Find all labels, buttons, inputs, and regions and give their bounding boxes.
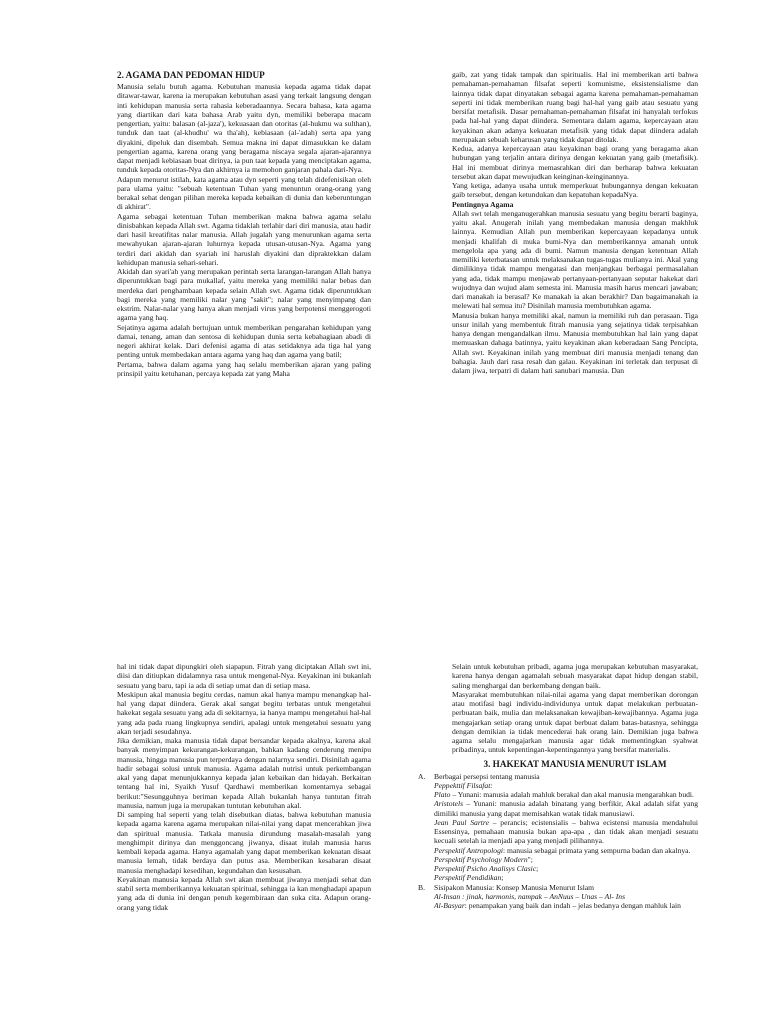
list-item: Al-Basyar: penampakan yang baik dan indah – jelas bedanya dengan mahluk lain <box>434 901 681 910</box>
paragraph: Manusia selalu butuh agama. Kebutuhan manusia kepada agama tidak dapat ditawar-tawar, karena ia merupakan kebutuhan asasi yang terkait langsung dengan inti kehidupan manusia serta rahasia keberadaannya. Secara bahasa, kata agama yang diartikan dari kata bahasa Arab yaitu dyn, memiliki beberapa macam pengertian, yaitu: balasan (al-jaza'), kekuasaan dan otoritas (al-hukmu wa sulthan), tunduk dan taat (al-khudhu' wa tha'ah), kebiasaan (al-'adah) serta apa yang diyakini, dipeluk dan disembah. Semua makna ini dapat dimasukkan ke dalam pengertian agama, karena orang yang beragama niscaya segala ajaran-ajarannya dapat menjadi kebiasaan buat dirinya, ia pun taat kepada yang menciptakan agama, tunduk kepada otoritas-Nya dan akhirnya ia memohon ganjaran pahala dari-Nya. <box>117 82 371 175</box>
paragraph: gaib, zat yang tidak tampak dan spiritualis. Hal ini memberikan arti bahwa pemahaman-pemahaman filsafat seperti komunisme, eksistensialisme dan lainnya tidak dapat dinyatakan sebagai agama karena pemahaman-pemahaman seperti ini tidak memberikan ruang bagi hal-hal yang gaib atau sesuatu yang bersifat metafisik. Dasar pemahaman-pemahaman filsafat ini hanyalah terfokus pada hal-hal yang dapat diindera. Sementara dalam agama, kepercayaan atau keyakinan akan adanya kekuatan metafisik yang tidak dapat diindera adalah merupakan sebuah keharusan yang tidak dapat ditolak. <box>452 70 698 144</box>
subheading-pentingnya-agama: Pentingnya Agama <box>452 199 514 209</box>
section-heading-agama: 2. AGAMA DAN PEDOMAN HIDUP <box>117 70 265 80</box>
paragraph: Adapun menurut istilah, kata agama atau dyn seperti yang telah didefenisikan oleh para ulama yaitu: "sebuah ketentuan Tuhan yang menuntun orang-orang yang berakal sehat dengan pilihan mereka kepada kebaikan di dunia dan keberuntungan di akhirat". <box>117 174 371 212</box>
paragraph: Pertama, bahwa dalam agama yang haq selalu memberikan ajaran yang paling prinsipil yaitu ketuhanan, percaya kepada zat yang Maha <box>117 359 371 378</box>
column-bottom-left <box>117 662 371 1024</box>
list-item: Peppekttif Filsafat: <box>434 780 493 790</box>
list-item: Perspektif Antropologi: manusia sebagai primata yang sempurna badan dan akalnya. <box>434 845 691 855</box>
paragraph: Masyarakat membutuhkan nilai-nilai agama yang dapat memberikan dorongan atau motifasi bagi individu-individunya untuk dapat melakukan perbuatan-perbuatan baik, mulia dan melaksanakan kewajiban-kewajibannya. Agama juga mengajarkan setiap orang untuk dapat berbuat dalam batas-batasnya, sehingga dengan demikian ia tidak mencederai hak orang lain. Demikian juga bahwa agama selalu mengajarkan manusia agar tidak mementingkan syahwat pribadinya, untuk kepentingan-kepentingannya yang bersifat materialis. <box>452 689 698 755</box>
paragraph: Allah swt telah menganugerahkan manusia sesuatu yang begitu berarti baginya, yaitu akal. Anugerah inilah yang membedakan manusia dengan makhluk lainnya. Kemudian Allah pun memberikan kepercayaan kepadanya untuk menjadi khalifah di muka bumi-Nya dan memberikannya amanah untuk mengelola apa yang ada di bumi. Namun manusia dengan ketentuan Allah memiliki keterbatasan untuk melaksanakan tugas-tugas mulianya ini. Akal yang dimilikinya tidak mampu mengatasi dan menjangkau berbagai permasalahan yang ada, tidak mampu menjawab pertanyaan-pertanyaan seputar hakekat dari wujudnya dan wujud alam semesta ini. Manusia masih harus mencari jawaban; dari manakah ia berasal? Ke manakah ia akan berakhir? Dan bagaimanakah ia melewati hal semua itu? Disinilah manusia membutuhkan agama. <box>452 208 698 311</box>
list-item: Plato – Yunani: manusia adalah mahluk berakal dan akal manusia mengarahkan budi. <box>434 790 694 799</box>
paragraph: Meskipun akal manusia begitu cerdas, namun akal hanya mampu menangkap hal-hal yang dapat diindera. Gerak akal sangat begitu terbatas untuk mengetahui hakekat segala sesuatu yang ada di sekitarnya, ia hanya mampu mengetahui hal-hal yang ada pada ruang lingkupnya sendiri, apalagi untuk mengetahui sesuatu yang akan terjadi sesudahnya. <box>117 689 371 736</box>
list-title: Berbagai persepsi tentang manusia <box>434 771 540 781</box>
paragraph: Jika demikian, maka manusia tidak dapat bersandar kepada akalnya, karena akal banyak menyimpan kekurangan-kekurangan, bahkan kadang cenderung menipu manusia, hingga manusia pun terperdaya dengan nalarnya sendiri. Disinilah agama hadir sebagai solusi untuk manusia. Agama adalah nutrisi untuk perkembangan akal yang dapat menunjukkannya kepada jalan kebaikan dan hidayah. Berkaitan tentang hal ini, Syaikh Yusuf Qardhawi memberikan komentarnya sebagai berikut:"Sesungguhnya beriman kepada Allah bukanlah hanya tuntutan fitrah manusia, namun juga ia merupakan tuntutan kebutuhan akal. <box>117 736 371 810</box>
paragraph: Agama sebagai ketentuan Tuhan memberikan makna bahwa agama selalu dinisbahkan kepada Allah swt. Agama tidaklah terlahir dari diri manusia, atau hadir dari hasil kreatifitas nalar manusia. Allah jugalah yang menurunkan agama serta mewahyukan ajaran-ajaran luhurnya kepada utusan-utusan-Nya. Agama yang terdiri dari akidah dan syariah ini haruslah diyakini dan dipraktekkan dalam kehidupan manusia sehari-sehari. <box>117 211 371 267</box>
paragraph: Manusia bukan hanya memiliki akal, namun ia memiliki ruh dan perasaan. Tiga unsur inilah yang membentuk fitrah manusia yang sejatinya tidak terpisahkan hanya dengan mengandalkan ilmu. Manusia membutuhkan hal lain yang dapat memuaskan dahaga batinnya, yaitu keyakinan akan keberadaan Sang Pencipta, Allah swt. Keyakinan inilah yang membuat diri manusia menjadi tenang dan bahagia. Jauh dari rasa resah dan galau. Keyakinan ini terletak dan terpusat di dalam jiwa, terpatri di dalam hati sanubari manusia. Dan <box>452 310 698 375</box>
list-item: Perspektif Psychology Modern"; <box>434 854 533 864</box>
section-heading-hakekat: 3. HAKEKAT MANUSIA MENURUT ISLAM <box>483 758 667 769</box>
list-item-b <box>418 883 698 892</box>
list-item: Jean Paul Sartre – perancis; ecistensialis – bahwa ecistensi manusia mendahului Essensinya, pemahaan manusia bukan apa-apa , dan tidak akan menjadi sesuatu kecuali setelah ia menjadi apa yang menjadi pilihannya. <box>434 817 698 846</box>
paragraph: Selain untuk kebutuhan pribadi, agama juga merupakan kebutuhan masyarakat, karena hanya dengan agamalah sebuah masyarakat dapat hidup dengan stabil, saling menghargai dan berkembang dengan baik. <box>452 662 698 690</box>
list-item: Aristotels – Yunani: manusia adalah binatang yang berfikir, Akal adalah sifat yang dimiliki manusia yang dapat memisahkan watak tidak manusiawi. <box>434 799 698 818</box>
list-item: Perspektif Psicho Analisys Clasic; <box>434 864 539 873</box>
list-title: Sisipakon Manusia: Konsep Manusia Menurut Islam <box>434 882 595 892</box>
column-bottom-right <box>418 662 698 1024</box>
column-top-right <box>452 70 698 540</box>
paragraph: Sejatinya agama adalah bertujuan untuk memberikan pengarahan kehidupan yang damai, tenang, aman dan sentosa di kehidupan dunia serta kebahagiaan abadi di negeri akhirat kelak. Dari defenisi agama di atas setidaknya ada tiga hal yang penting untuk membedakan antara agama yang haq dan agama yang batil; <box>117 322 371 360</box>
paragraph: Keyakinan manusia kepada Allah swt akan membuat jiwanya menjadi sehat dan stabil serta memberikannya kekuatan spiritual, sehingga ia kan menghadapi apapun yang ada di dunia ini dengan penuh kegembiraan dan suka cita. Adapun orang-orang yang tidak <box>117 874 371 912</box>
page-separator <box>0 545 768 657</box>
paragraph: Akidah dan syari'ah yang merupakan perintah serta larangan-larangan Allah hanya diperuntukkan bagi para mukallaf, yaitu mereka yang memiliki nalar bebas dan merdeka dari penghambaan kepada selain Allah swt. Agama tidak diperuntukkan bagi mereka yang memiliki nalar yang "sakit"; nalar yang menyimpang dan ekstrim. Nalar-nalar yang hanya akan menjadi virus yang berpotensi menggerogoti agama yang haq. <box>117 267 371 323</box>
paragraph: hal ini tidak dapat dipungkiri oleh siapapun. Fitrah yang diciptakan Allah swt ini, diisi dan ditiupkan didalamnya rasa untuk mengenal-Nya. Keyakinan ini bukanlah sesuatu yang baru, tapi ia ada di setiap umat dan di setiap masa. <box>117 662 371 690</box>
paragraph: Di samping hal seperti yang telah disebutkan diatas, bahwa kebutuhan manusia kepada agama karena agama merupakan nilai-nilai yang dapat mencerahkan jiwa dan spiritual manusia. Tatkala manusia dirundung masalah-masalah yang menghimpit dirinya dan menggoncang jiwanya, disaat itulah manusia harus kembali kepada agama. Hanya agamalah yang dapat memberikan kekuatan disaat manusia lemah, tidak berdaya dan putus asa. Memberikan kesabaran disaat manusia menghadapi kesedihan, kegundahan dan kesusahan. <box>117 810 371 875</box>
paragraph: Yang ketiga, adanya usaha untuk memperkuat hubungannya dengan kekuatan gaib tersebut, dengan ketundukan dan kepatuhan kepadaNya. <box>452 181 698 200</box>
list-item: Perspektif Pendidikan; <box>434 873 504 883</box>
paragraph: Kedua, adanya kepercayaan atau keyakinan bagi orang yang beragama akan hubungan yang terjalin antara dirinya dengan kekuatan yang gaib (metafisik). Hal ini membuat dirinya memasrahkan diri dan berharap bahwa kekuatan tersebut akan dapat mewujudkan keinginan-keinginannya. <box>452 144 698 181</box>
list-item-a <box>418 772 698 781</box>
sub-list-b <box>418 892 698 911</box>
list-marker: B. <box>418 882 425 892</box>
list-item: Al-Insan : jinak, harmonis, nampak – AnNuus – Unas – Al- Ins <box>434 891 626 901</box>
list-marker: A. <box>418 771 426 781</box>
page-bottom <box>0 657 768 1024</box>
sub-list-a <box>418 781 698 883</box>
column-top-left <box>117 70 371 540</box>
